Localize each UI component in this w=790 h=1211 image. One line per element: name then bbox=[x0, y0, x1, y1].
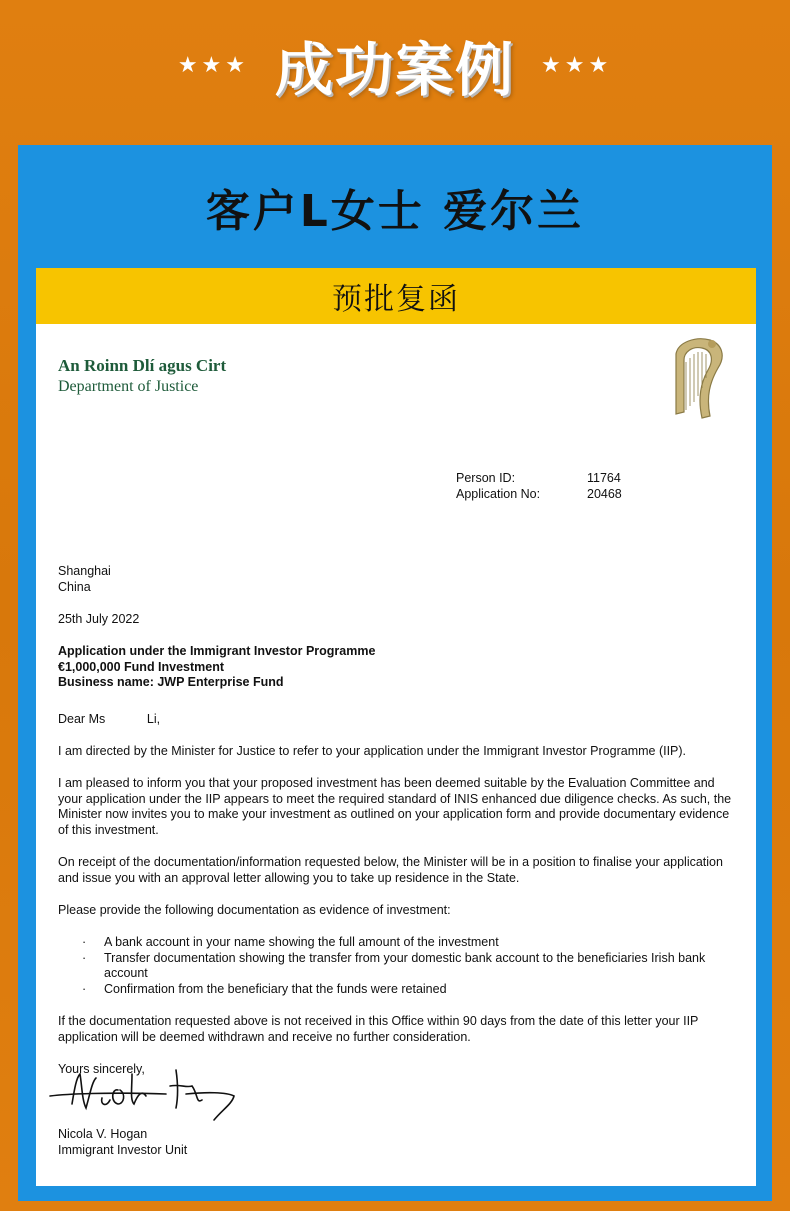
header bbox=[0, 0, 790, 130]
person-id-label: Person ID: bbox=[456, 471, 516, 485]
signer-name: Nicola V. Hogan bbox=[58, 1127, 148, 1141]
harp-emblem-icon bbox=[666, 334, 728, 422]
department-english-name: Department of Justice bbox=[58, 378, 199, 395]
bullet-marker: · bbox=[82, 950, 87, 965]
client-title: 客户L女士 爱尔兰 bbox=[205, 186, 585, 237]
list-item bbox=[58, 982, 738, 998]
list-item bbox=[58, 935, 738, 951]
bullet-marker: · bbox=[82, 981, 87, 996]
stars-right: ★★★ bbox=[541, 52, 613, 77]
case-panel bbox=[18, 145, 772, 1201]
bullet-text-2: Transfer documentation showing the transfer from your domestic bank account to the beneficiaries Irish bank account bbox=[104, 950, 706, 980]
paragraph-2: I am pleased to inform you that your proposed investment has been deemed suitable by the Evaluation Committee and your application under the IIP appears to meet the required standard of INIS enhanced due diligence checks. As such, the Minister now invites you to make your investment as outlined on your application form and provide documentary evidence of this investment. bbox=[58, 776, 732, 837]
bullet-text-3: Confirmation from the beneficiary that the funds were retained bbox=[104, 981, 447, 996]
subject-line-2: €1,000,000 Fund Investment bbox=[58, 659, 225, 674]
subject-line-3: Business name: JWP Enterprise Fund bbox=[58, 675, 284, 689]
person-id-value: 11764 bbox=[587, 471, 621, 485]
department-irish-name: An Roinn Dlí agus Cirt bbox=[58, 356, 227, 375]
letter-date: 25th July 2022 bbox=[58, 612, 140, 626]
address-city: Shanghai bbox=[58, 564, 111, 578]
department-heading bbox=[58, 356, 226, 396]
stars-left: ★★★ bbox=[177, 52, 249, 77]
address bbox=[58, 564, 738, 595]
application-no-value: 20468 bbox=[587, 487, 622, 501]
paragraph-4: Please provide the following documentation as evidence of investment: bbox=[58, 903, 451, 917]
closing: Yours sincerely, bbox=[58, 1062, 145, 1076]
paragraph-5: If the documentation requested above is not received in this Office within 90 days from the date of this letter your IIP application will be deemed withdrawn and receive no further consideration. bbox=[58, 1014, 699, 1044]
paragraph-3: On receipt of the documentation/information requested below, the Minister will be in a position to finalise your application and issue you with an approval letter allowing you to take up residence in the State. bbox=[58, 855, 723, 885]
letter-document bbox=[36, 324, 756, 1186]
paragraph-1: I am directed by the Minister for Justice to refer to your application under the Immigrant Investor Programme (IIP). bbox=[58, 744, 687, 758]
signer-unit: Immigrant Investor Unit bbox=[58, 1142, 188, 1157]
bullet-marker: · bbox=[82, 935, 87, 949]
application-no-label: Application No: bbox=[456, 487, 541, 501]
evidence-list bbox=[58, 935, 738, 997]
bullet-text-1: A bank account in your name showing the full amount of the investment bbox=[104, 935, 499, 949]
signer-block bbox=[58, 1127, 738, 1158]
salutation: Dear Ms Li, bbox=[58, 712, 161, 726]
list-item bbox=[58, 951, 738, 982]
address-country: China bbox=[58, 579, 91, 594]
banner: 预批复函 bbox=[36, 268, 756, 324]
subject-line-1: Application under the Immigrant Investor Programme bbox=[58, 644, 376, 658]
subject-block bbox=[58, 644, 738, 691]
page-title: 成功案例 bbox=[274, 36, 515, 104]
reference-ids bbox=[456, 470, 622, 502]
